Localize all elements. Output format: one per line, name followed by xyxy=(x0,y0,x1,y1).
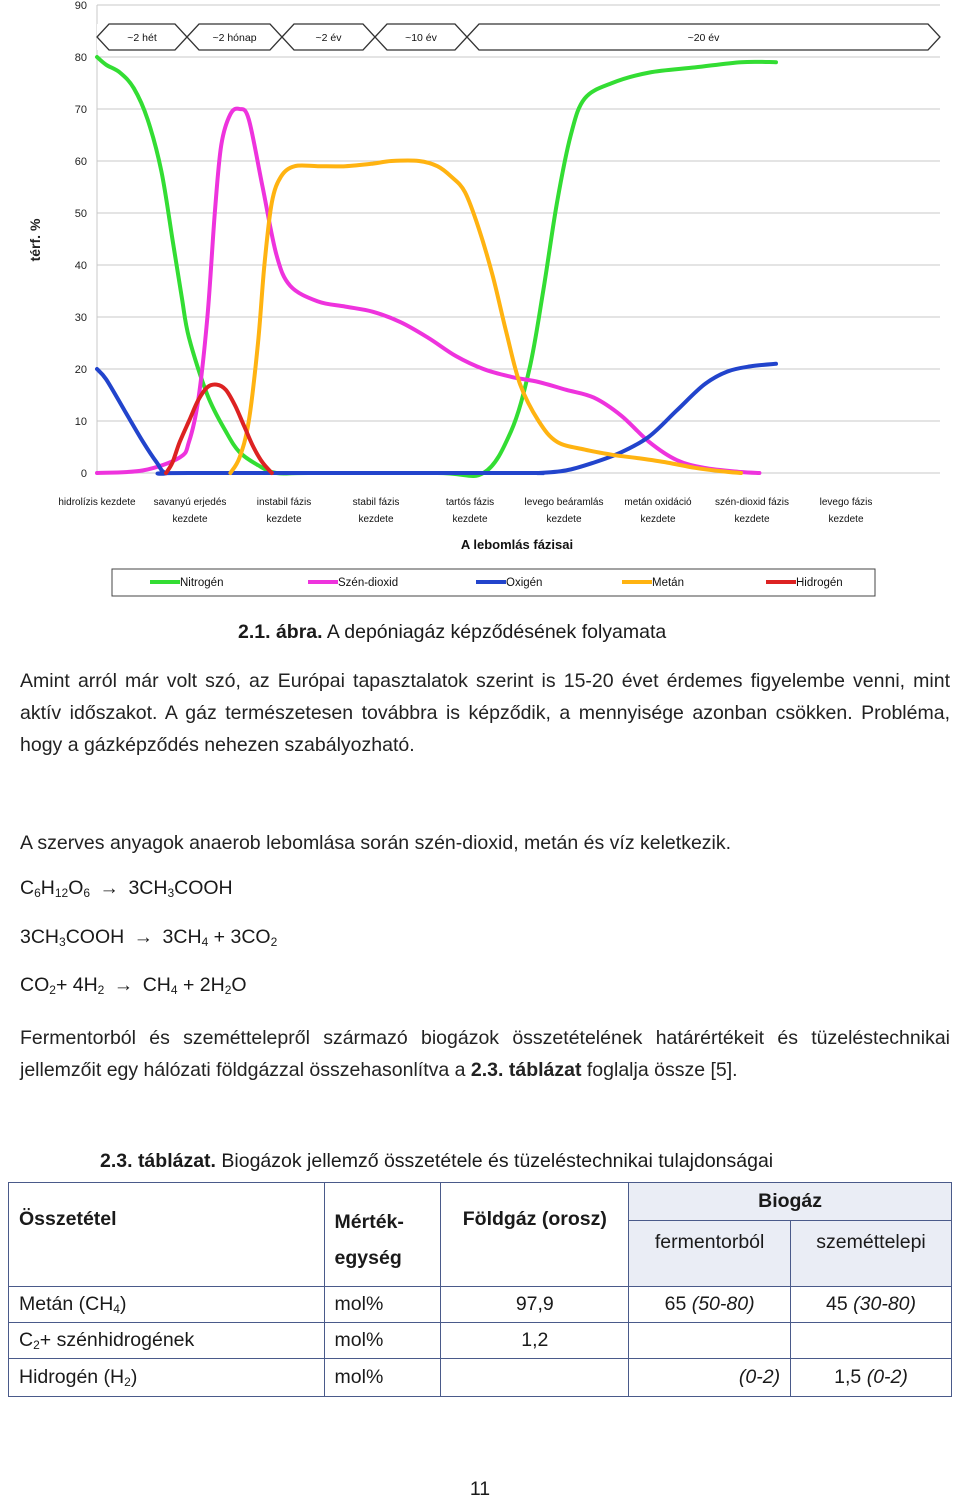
phase-label: szén-dioxid fázis xyxy=(715,497,789,508)
row-hidrogen-unit: mol% xyxy=(324,1359,441,1397)
phase-label-kezdete: kezdete xyxy=(734,514,770,525)
legend-entry: Szén-dioxid xyxy=(338,577,399,589)
y-tick-label: 90 xyxy=(74,0,87,12)
phase-label-kezdete: kezdete xyxy=(640,514,676,525)
header-foldgaz: Földgáz (orosz) xyxy=(441,1183,629,1287)
row-c2-szem xyxy=(791,1323,952,1359)
y-tick-label: 50 xyxy=(74,208,87,220)
phase-label: stabil fázis xyxy=(352,497,400,508)
duration-label: ~20 év xyxy=(687,32,720,44)
y-tick-label: 70 xyxy=(74,104,87,116)
duration-arrows xyxy=(97,24,940,50)
phase-label-kezdete: kezdete xyxy=(546,514,582,525)
duration-label: ~10 év xyxy=(405,32,437,44)
table-caption xyxy=(100,1150,773,1173)
paragraph-3: Fermentorból és szeméttelepről származó biogázok összetételének határértékeit és tüzeléstechnikai jellemzőit egy hálózati földgázzal összehasonlítva a 2.3. táblázat foglalja össze [5]. xyxy=(20,1027,950,1081)
phase-label-kezdete: kezdete xyxy=(266,514,302,525)
header-fermentorbol: fermentorból xyxy=(629,1221,791,1287)
reaction-arrow: → xyxy=(113,974,134,996)
table-row xyxy=(9,1359,952,1397)
chart-series xyxy=(97,57,776,476)
row-metan-ferm: 65 (50-80) xyxy=(629,1287,791,1323)
phase-label: metán oxidáció xyxy=(624,497,692,508)
equation-1: $C_6H_{12}O_6$ → $3CH_3COOH$ xyxy=(20,877,233,900)
reaction-arrow: → xyxy=(99,877,120,899)
legend-entry: Oxigén xyxy=(506,577,543,589)
row-hidrogen-ferm: (0-2) xyxy=(629,1359,791,1397)
y-tick-label: 40 xyxy=(74,260,87,272)
phase-label: hidrolízis kezdete xyxy=(58,497,136,508)
table-number: 2.3. táblázat. xyxy=(100,1150,216,1172)
figure-caption xyxy=(238,621,666,644)
x-axis-phase-labels xyxy=(58,497,872,525)
duration-label: ~2 hónap xyxy=(212,32,257,44)
page-number: 11 xyxy=(469,1478,491,1500)
biogas-table xyxy=(8,1182,952,1397)
row-hidrogen-foldgaz xyxy=(441,1359,629,1397)
phase-label-kezdete: kezdete xyxy=(828,514,864,525)
legend-entry: Metán xyxy=(652,577,684,589)
phase-label: levego fázis xyxy=(819,497,873,508)
row-c2-name: $C_2+$ szénhidrogének xyxy=(9,1323,325,1359)
y-tick-label: 60 xyxy=(74,156,87,168)
duration-label: ~2 év xyxy=(315,32,342,44)
chart-grid xyxy=(97,5,940,473)
row-c2-ferm xyxy=(629,1323,791,1359)
y-tick-label: 20 xyxy=(74,364,87,376)
row-hidrogen-szem: 1,5 (0-2) xyxy=(791,1359,952,1397)
figure-title: A depóniagáz képződésének folyamata xyxy=(322,621,667,643)
phase-label-kezdete: kezdete xyxy=(358,514,394,525)
row-c2-foldgaz: 1,2 xyxy=(441,1323,629,1359)
paragraph-1: Amint arról már volt szó, az Európai tapasztalatok szerint is 15-20 évet érdemes figyelembe venni, mint aktív időszakot. A gáz természetesen továbbra is képződik, a mennyisége azonban csökken. Probléma, hogy a gázképződés nehezen szabályozható. xyxy=(20,670,950,756)
x-axis-title: A lebomlás fázisai xyxy=(460,537,574,552)
reaction-arrow: → xyxy=(133,926,154,948)
phase-label: levego beáramlás xyxy=(524,497,604,508)
phase-label: savanyú erjedés xyxy=(153,497,227,508)
header-osszetetel: Összetétel xyxy=(9,1183,325,1287)
table-reference: 2.3. táblázat xyxy=(470,1059,582,1081)
header-biogaz: Biogáz xyxy=(629,1183,952,1221)
figure-number: 2.1. ábra. xyxy=(238,621,323,643)
header-szemettelepi: szeméttelepi xyxy=(791,1221,952,1287)
table-row xyxy=(9,1323,952,1359)
y-tick-label: 10 xyxy=(74,416,87,428)
phase-label-kezdete: kezdete xyxy=(172,514,208,525)
row-metan-foldgaz: 97,9 xyxy=(441,1287,629,1323)
legend-entry: Hidrogén xyxy=(796,577,843,589)
row-hidrogen-name: Hidrogén $(H_2)$ xyxy=(9,1359,325,1397)
phase-label-kezdete: kezdete xyxy=(452,514,488,525)
table-row xyxy=(9,1287,952,1323)
y-tick-label: 80 xyxy=(74,52,87,64)
landfill-gas-chart xyxy=(0,0,960,600)
legend-entry: Nitrogén xyxy=(180,577,224,589)
equation-2: $3CH_3COOH \to 3CH_4 + 3CO_2$ xyxy=(20,926,278,949)
phase-label: tartós fázis xyxy=(445,497,495,508)
paragraph-2: A szerves anyagok anaerob lebomlása során szén-dioxid, metán és víz keletkezik. xyxy=(20,832,732,854)
row-metan-name: Metán $(CH_4)$ xyxy=(9,1287,325,1323)
header-mertekegyseg: Mérték- egység xyxy=(324,1183,441,1287)
row-metan-unit: mol% xyxy=(324,1287,441,1323)
row-metan-szem: 45 (30-80) xyxy=(791,1287,952,1323)
duration-label: ~2 hét xyxy=(127,32,157,44)
equation-3: $CO_2+ 4H_2 \to CH_4 + 2H_2O$ xyxy=(20,974,247,997)
phase-label: instabil fázis xyxy=(256,497,312,508)
y-axis-label: térf. % xyxy=(27,218,43,262)
y-tick-label: 0 xyxy=(80,468,87,480)
row-c2-unit: mol% xyxy=(324,1323,441,1359)
y-axis xyxy=(75,0,87,480)
series-line-hidrogen xyxy=(166,384,272,473)
y-tick-label: 30 xyxy=(74,312,87,324)
table-title: Biogázok jellemző összetétele és tüzeléstechnikai tulajdonságai xyxy=(215,1150,774,1172)
